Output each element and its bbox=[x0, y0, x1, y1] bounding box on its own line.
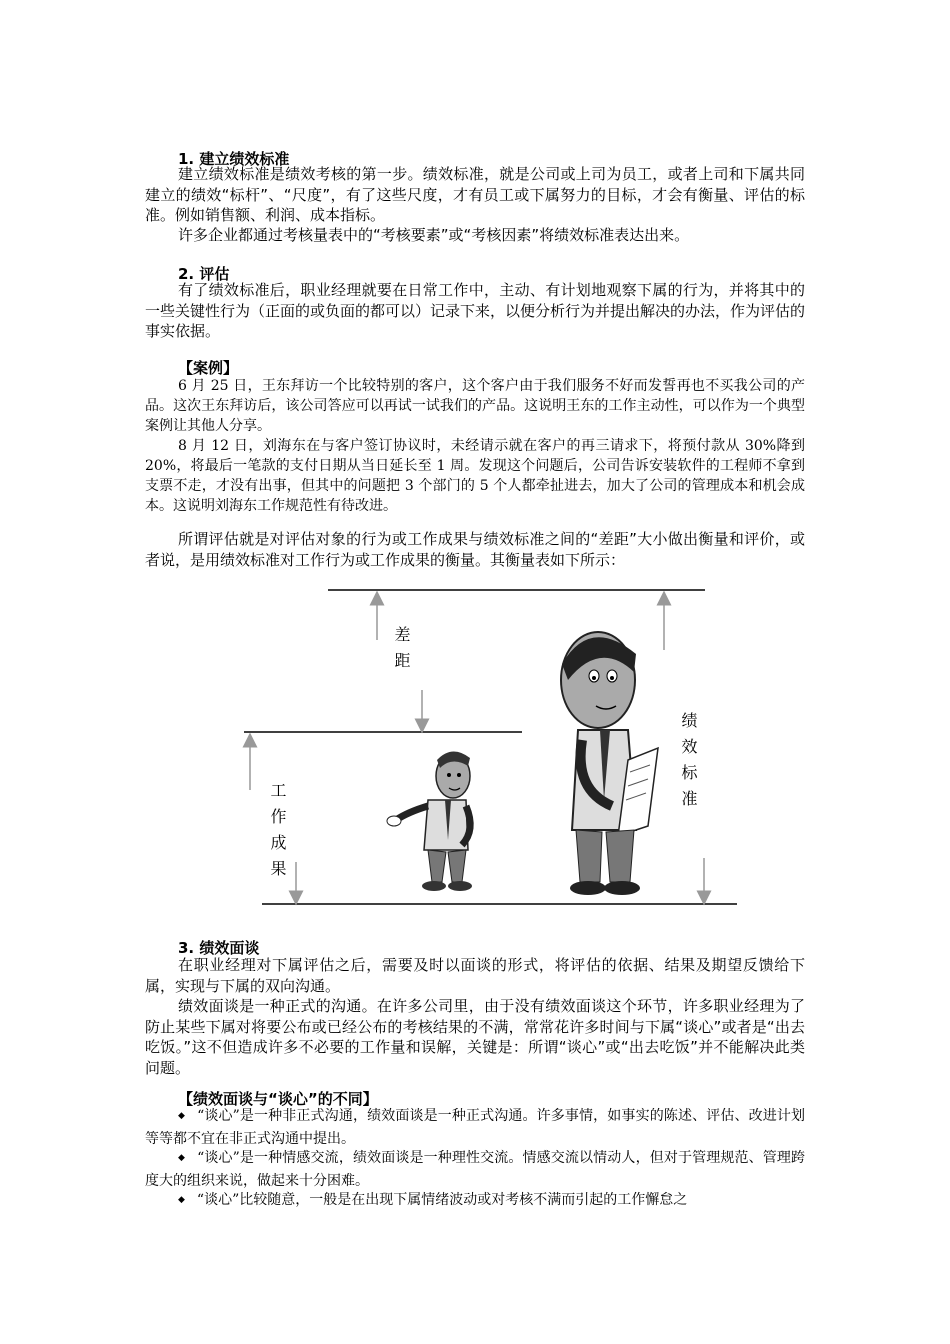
case-paragraph-2: 8 月 12 日，刘海东在与客户签订协议时，未经请示就在客户的再三请求下，将预付款从 30%降到 20%，将最后一笔款的支付日期从当日延长至 1 周。发现这个问题后，公司告诉安装软件的工程师不拿到支票不走，才没有出事，但其中的问题把 3 个部门的 5 个人都牵扯进去，加大了公司的管理成本和机会成本。这说明刘海东工作规范性有待改进。 bbox=[145, 438, 805, 514]
difference-title: 【绩效面谈与“谈心”的不同】 bbox=[178, 1090, 378, 1108]
section-3-title: 3. 绩效面谈 bbox=[178, 939, 260, 957]
section-2-title: 2. 评估 bbox=[178, 265, 230, 283]
case-paragraph-1: 6 月 25 日，王东拜访一个比较特别的客户，这个客户由于我们服务不好而发誓再也不买我公司的产品。这次王东拜访后，该公司答应可以再试一试我们的产品。这说明王东的工作主动性，可以作为一个典型案例让其他人分享。 bbox=[145, 378, 805, 434]
difference-bullet-2 bbox=[145, 1148, 805, 1192]
bullet-diamond-icon: ◆ bbox=[178, 1153, 186, 1163]
work-result-label: 工作成果 bbox=[268, 782, 287, 886]
difference-bullet-2-text: “谈心”是一种情感交流，绩效面谈是一种理性交流。情感交流以情动人，但对于管理规范、管理跨度大的组织来说，做起来十分困难。 bbox=[145, 1150, 806, 1189]
performance-standard-label: 绩效标准 bbox=[679, 712, 698, 816]
section-1-title: 1. 建立绩效标准 bbox=[178, 150, 290, 168]
difference-bullet-1-text: “谈心”是一种非正式沟通，绩效面谈是一种正式沟通。许多事情，如事实的陈述、评估、改进计划等等都不宜在非正式沟通中提出。 bbox=[145, 1108, 806, 1147]
section-2-paragraph-2: 所谓评估就是对评估对象的行为或工作成果与绩效标准之间的“差距”大小做出衡量和评价，或者说，是用绩效标准对工作行为或工作成果的衡量。其衡量表如下所示： bbox=[145, 530, 805, 569]
difference-bullet-1 bbox=[145, 1106, 805, 1150]
section-3-paragraph-1: 在职业经理对下属评估之后，需要及时以面谈的形式，将评估的依据、结果及期望反馈给下属，实现与下属的双向沟通。 bbox=[145, 956, 805, 995]
bullet-diamond-icon: ◆ bbox=[178, 1195, 185, 1205]
section-1-paragraph-2: 许多企业都通过考核量表中的“考核要素”或“考核因素”将绩效标准表达出来。 bbox=[178, 226, 690, 244]
gap-label: 差距 bbox=[392, 626, 411, 678]
section-3-paragraph-2: 绩效面谈是一种正式的沟通。在许多公司里，由于没有绩效面谈这个环节，许多职业经理为了防止某些下属对将要公布或已经公布的考核结果的不满，常常花许多时间与下属“谈心”或者是“出去吃饭。”这不但造成许多不必要的工作量和误解，关键是：所谓“谈心”或“出去吃饭”并不能解决此类问题。 bbox=[145, 997, 805, 1077]
difference-bullet-3 bbox=[145, 1190, 805, 1213]
bullet-diamond-icon: ◆ bbox=[178, 1111, 186, 1121]
difference-bullet-3-text: “谈心”比较随意，一般是在出现下属情绪波动或对考核不满而引起的工作懈怠之 bbox=[196, 1192, 688, 1208]
section-1-paragraph-1: 建立绩效标准是绩效考核的第一步。绩效标准，就是公司或上司为员工，或者上司和下属共同建立的绩效“标杆”、“尺度”，有了这些尺度，才有员工或下属努力的目标，才会有衡量、评估的标准。例如销售额、利润、成本指标。 bbox=[145, 165, 805, 224]
section-2-paragraph-1: 有了绩效标准后，职业经理就要在日常工作中，主动、有计划地观察下属的行为，并将其中的一些关键性行为（正面的或负面的都可以）记录下来，以便分析行为并提出解决的办法，作为评估的事实依据。 bbox=[145, 281, 806, 340]
big-man-illustration bbox=[561, 632, 658, 895]
case-title: 【案例】 bbox=[178, 359, 239, 377]
small-man-illustration bbox=[387, 751, 472, 891]
